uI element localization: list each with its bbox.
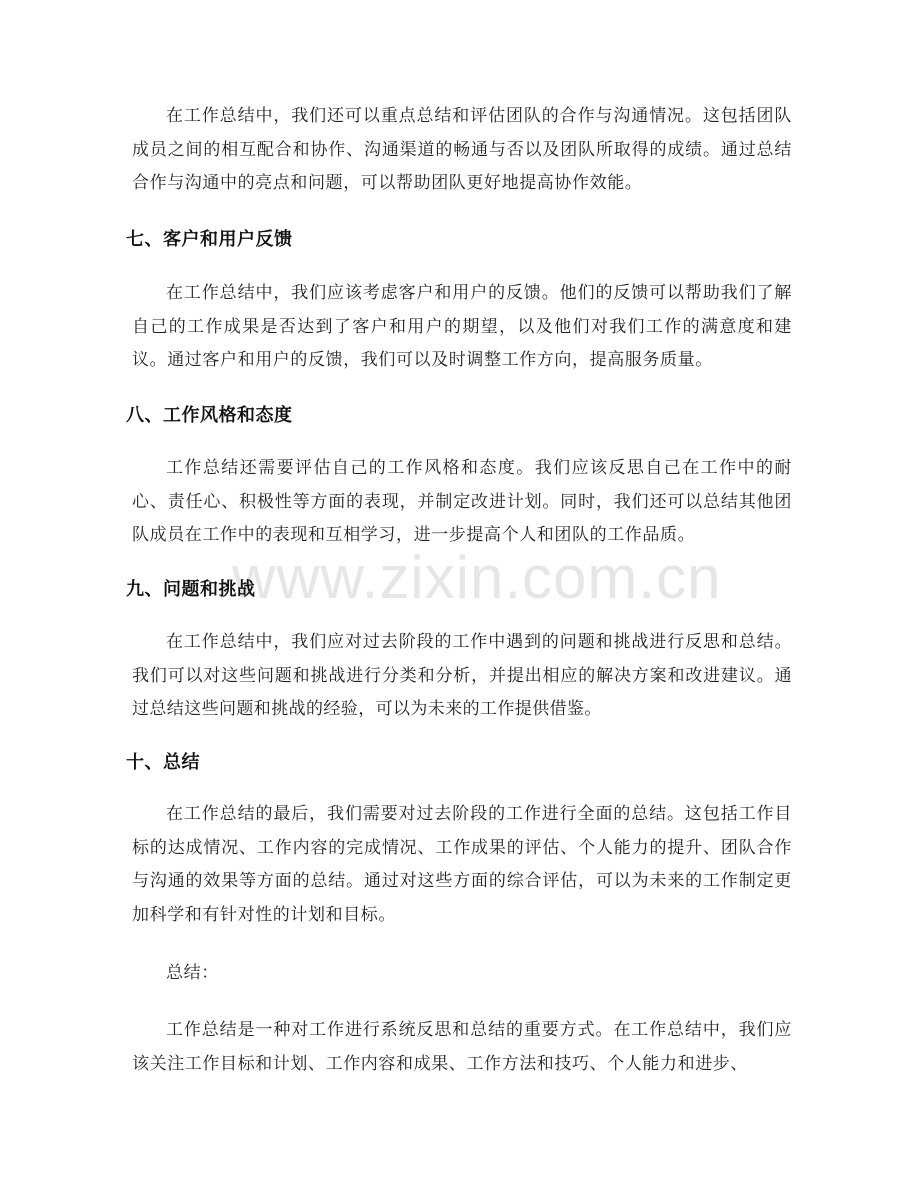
heading-work-style: 八、工作风格和态度 xyxy=(126,405,293,426)
heading-problems-challenges: 九、问题和挑战 xyxy=(126,579,256,600)
conclusion-label: 总结： xyxy=(166,963,219,983)
paragraph-work-style: 工作总结还需要评估自己的工作风格和态度。我们应该反思自己在工作中的耐心、责任心、积极性等方面的表现，并制定改进计划。同时，我们还可以总结其他团队成员在工作中的表现和互相学习，进一步提高个人和团队的工作品质。 xyxy=(132,458,792,545)
watermark: www.zixin.com.cn xyxy=(232,544,722,611)
heading-customer-feedback: 七、客户和用户反馈 xyxy=(126,229,293,250)
heading-summary: 十、总结 xyxy=(126,752,200,773)
paragraph-conclusion: 工作总结是一种对工作进行系统反思和总结的重要方式。在工作总结中，我们应该关注工作目标和计划、工作内容和成果、工作方法和技巧、个人能力和进步、 xyxy=(132,1020,792,1074)
paragraph-summary: 在工作总结的最后，我们需要对过去阶段的工作进行全面的总结。这包括工作目标的达成情况、工作内容的完成情况、工作成果的评估、个人能力的提升、团队合作与沟通的效果等方面的总结。通过对这些方面的综合评估，可以为未来的工作制定更加科学和有针对性的计划和目标。 xyxy=(132,804,792,925)
paragraph-problems-challenges: 在工作总结中，我们应对过去阶段的工作中遇到的问题和挑战进行反思和总结。我们可以对这些问题和挑战进行分类和分析，并提出相应的解决方案和改进建议。通过总结这些问题和挑战的经验，可以为未来的工作提供借鉴。 xyxy=(132,632,792,719)
paragraph-customer-feedback: 在工作总结中，我们应该考虑客户和用户的反馈。他们的反馈可以帮助我们了解自己的工作成果是否达到了客户和用户的期望，以及他们对我们工作的满意度和建议。通过客户和用户的反馈，我们可以及时调整工作方向，提高服务质量。 xyxy=(132,283,792,370)
paragraph-teamwork: 在工作总结中，我们还可以重点总结和评估团队的合作与沟通情况。这包括团队成员之间的相互配合和协作、沟通渠道的畅通与否以及团队所取得的成绩。通过总结合作与沟通中的亮点和问题，可以帮助团队更好地提高协作效能。 xyxy=(132,106,792,193)
